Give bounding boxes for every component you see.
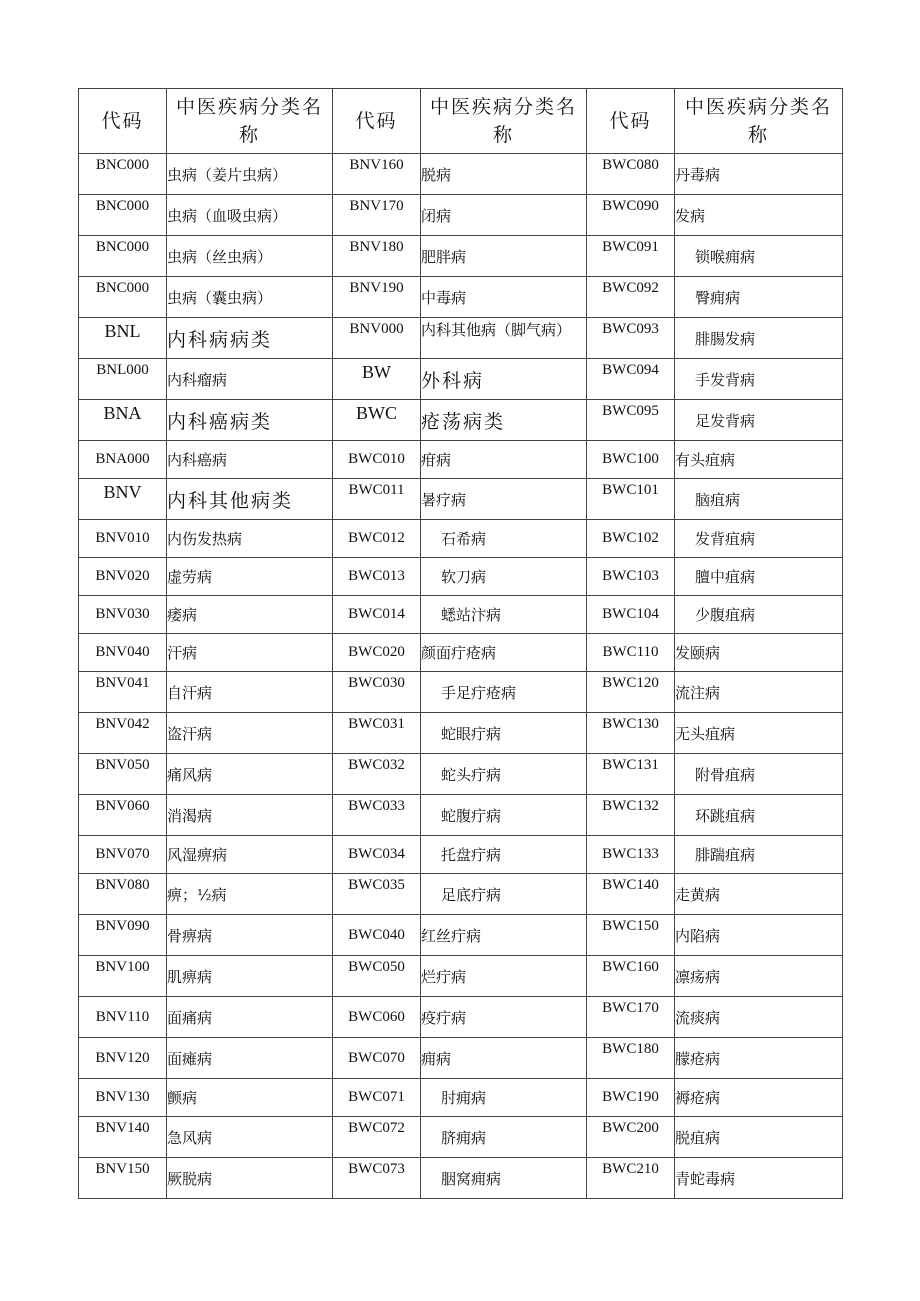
header-code: 代码: [587, 89, 675, 154]
disease-name-cell: 内科癌病类: [167, 400, 333, 441]
table-row: [79, 1117, 843, 1158]
disease-name-cell: 脑疽病: [675, 479, 843, 520]
disease-code-cell: BWC170: [587, 997, 675, 1038]
disease-code-cell: BNV042: [79, 713, 167, 754]
disease-code-cell: BWC140: [587, 874, 675, 915]
disease-name-cell: 有头疽病: [675, 441, 843, 479]
disease-code-cell: BWC034: [333, 836, 421, 874]
disease-classification-table: [78, 88, 843, 1199]
disease-name-cell: 手发背病: [675, 359, 843, 400]
table-row: [79, 836, 843, 874]
disease-code-cell: BWC150: [587, 915, 675, 956]
disease-name-cell: 暑疗病: [421, 479, 587, 520]
disease-code-cell: BWC180: [587, 1038, 675, 1079]
disease-name-cell: 痹；½病: [167, 874, 333, 915]
disease-code-cell: BWC072: [333, 1117, 421, 1158]
disease-name-cell: 脱病: [421, 154, 587, 195]
disease-name-cell: 青蛇毒病: [675, 1158, 843, 1199]
disease-code-cell: BNV140: [79, 1117, 167, 1158]
disease-code-cell: BWC103: [587, 558, 675, 596]
disease-name-cell: 胭窝痈病: [421, 1158, 587, 1199]
disease-name-cell: 凛疡病: [675, 956, 843, 997]
table-row: [79, 1158, 843, 1199]
disease-name-cell: 痈病: [421, 1038, 587, 1079]
disease-name-cell: 腓踹疽病: [675, 836, 843, 874]
disease-code-cell: BWC133: [587, 836, 675, 874]
disease-name-cell: 肥胖病: [421, 236, 587, 277]
disease-code-cell: BWC095: [587, 400, 675, 441]
disease-name-cell: 闭病: [421, 195, 587, 236]
disease-code-cell: BWC200: [587, 1117, 675, 1158]
disease-name-cell: 走黄病: [675, 874, 843, 915]
table-row: [79, 236, 843, 277]
disease-code-cell: BNV060: [79, 795, 167, 836]
disease-code-cell: BNV120: [79, 1038, 167, 1079]
header-name: 中医疾病分类名称: [421, 89, 587, 154]
disease-code-cell: BNV110: [79, 997, 167, 1038]
disease-code-cell: BNV: [79, 479, 167, 520]
disease-code-cell: BNV000: [333, 318, 421, 359]
table-row: [79, 277, 843, 318]
table-row: [79, 441, 843, 479]
disease-name-cell: 风湿痹病: [167, 836, 333, 874]
disease-name-cell: 托盘疔病: [421, 836, 587, 874]
disease-code-cell: BNL: [79, 318, 167, 359]
table-row: [79, 479, 843, 520]
table-row: [79, 1079, 843, 1117]
disease-code-cell: BWC080: [587, 154, 675, 195]
disease-code-cell: BWC093: [587, 318, 675, 359]
disease-code-cell: BWC094: [587, 359, 675, 400]
disease-code-cell: BNV150: [79, 1158, 167, 1199]
disease-name-cell: 厥脱病: [167, 1158, 333, 1199]
disease-code-cell: BWC104: [587, 596, 675, 634]
disease-name-cell: 腓腸发病: [675, 318, 843, 359]
disease-name-cell: 石希病: [421, 520, 587, 558]
disease-code-cell: BWC: [333, 400, 421, 441]
disease-name-cell: 少腹疽病: [675, 596, 843, 634]
disease-code-cell: BNV160: [333, 154, 421, 195]
disease-code-cell: BNV100: [79, 956, 167, 997]
disease-code-cell: BNA000: [79, 441, 167, 479]
disease-code-cell: BWC035: [333, 874, 421, 915]
table-row: [79, 195, 843, 236]
table-row: [79, 997, 843, 1038]
table-row: [79, 634, 843, 672]
disease-code-cell: BWC030: [333, 672, 421, 713]
disease-code-cell: BWC110: [587, 634, 675, 672]
disease-code-cell: BNC000: [79, 195, 167, 236]
disease-name-cell: 内伤发热病: [167, 520, 333, 558]
disease-name-cell: 流注病: [675, 672, 843, 713]
disease-name-cell: 蛇眼疔病: [421, 713, 587, 754]
disease-name-cell: 痛风病: [167, 754, 333, 795]
disease-code-cell: BWC090: [587, 195, 675, 236]
table-row: [79, 915, 843, 956]
disease-name-cell: 手足疔疮病: [421, 672, 587, 713]
disease-name-cell: 盗汗病: [167, 713, 333, 754]
disease-name-cell: 肘痈病: [421, 1079, 587, 1117]
disease-code-cell: BNC000: [79, 277, 167, 318]
disease-code-cell: BNV040: [79, 634, 167, 672]
disease-name-cell: 附骨疽病: [675, 754, 843, 795]
disease-name-cell: 面痛病: [167, 997, 333, 1038]
disease-code-cell: BNV030: [79, 596, 167, 634]
table-row: [79, 1038, 843, 1079]
disease-name-cell: 发病: [675, 195, 843, 236]
disease-code-cell: BWC100: [587, 441, 675, 479]
disease-name-cell: 红丝疔病: [421, 915, 587, 956]
disease-code-cell: BWC050: [333, 956, 421, 997]
disease-name-cell: 自汗病: [167, 672, 333, 713]
disease-code-cell: BWC190: [587, 1079, 675, 1117]
disease-name-cell: 臀痈病: [675, 277, 843, 318]
disease-name-cell: 疫疔病: [421, 997, 587, 1038]
disease-code-cell: BWC071: [333, 1079, 421, 1117]
table-row: [79, 558, 843, 596]
disease-name-cell: 内科其他病（脚气病）: [421, 318, 587, 359]
disease-code-cell: BWC031: [333, 713, 421, 754]
disease-code-cell: BWC011: [333, 479, 421, 520]
disease-code-cell: BWC014: [333, 596, 421, 634]
disease-name-cell: 环跳疽病: [675, 795, 843, 836]
disease-name-cell: 颤病: [167, 1079, 333, 1117]
disease-code-cell: BWC012: [333, 520, 421, 558]
disease-code-cell: BNL000: [79, 359, 167, 400]
header-code: 代码: [79, 89, 167, 154]
table-row: [79, 359, 843, 400]
disease-code-cell: BWC070: [333, 1038, 421, 1079]
disease-name-cell: 虫病（囊虫病）: [167, 277, 333, 318]
disease-code-cell: BNA: [79, 400, 167, 441]
disease-name-cell: 中毒病: [421, 277, 587, 318]
disease-name-cell: 内陷病: [675, 915, 843, 956]
disease-code-cell: BWC073: [333, 1158, 421, 1199]
disease-name-cell: 发背疽病: [675, 520, 843, 558]
disease-code-cell: BNV130: [79, 1079, 167, 1117]
disease-name-cell: 蛇腹疔病: [421, 795, 587, 836]
table-row: [79, 318, 843, 359]
disease-name-cell: 虫病（血吸虫病）: [167, 195, 333, 236]
disease-name-cell: 蟋站汴病: [421, 596, 587, 634]
disease-code-cell: BWC210: [587, 1158, 675, 1199]
disease-code-cell: BWC102: [587, 520, 675, 558]
header-code: 代码: [333, 89, 421, 154]
disease-name-cell: 膻中疽病: [675, 558, 843, 596]
table-row: [79, 400, 843, 441]
disease-name-cell: 骨痹病: [167, 915, 333, 956]
disease-code-cell: BNV070: [79, 836, 167, 874]
disease-name-cell: 内科病病类: [167, 318, 333, 359]
table-row: [79, 596, 843, 634]
disease-code-cell: BWC132: [587, 795, 675, 836]
disease-name-cell: 外科病: [421, 359, 587, 400]
header-name: 中医疾病分类名称: [167, 89, 333, 154]
table-row: [79, 713, 843, 754]
disease-code-cell: BWC013: [333, 558, 421, 596]
table-row: [79, 154, 843, 195]
disease-code-cell: BNV050: [79, 754, 167, 795]
disease-name-cell: 内科其他病类: [167, 479, 333, 520]
disease-code-cell: BWC060: [333, 997, 421, 1038]
disease-name-cell: 褥疮病: [675, 1079, 843, 1117]
disease-code-cell: BWC131: [587, 754, 675, 795]
disease-name-cell: 蛇头疔病: [421, 754, 587, 795]
table-row: [79, 795, 843, 836]
disease-name-cell: 虫病（姜片虫病）: [167, 154, 333, 195]
disease-code-cell: BWC101: [587, 479, 675, 520]
disease-code-cell: BWC032: [333, 754, 421, 795]
disease-name-cell: 朦疮病: [675, 1038, 843, 1079]
disease-code-cell: BWC033: [333, 795, 421, 836]
disease-name-cell: 疮荡病类: [421, 400, 587, 441]
disease-name-cell: 内科癌病: [167, 441, 333, 479]
disease-name-cell: 足底疔病: [421, 874, 587, 915]
disease-code-cell: BNV180: [333, 236, 421, 277]
disease-name-cell: 汗病: [167, 634, 333, 672]
disease-name-cell: 急风病: [167, 1117, 333, 1158]
disease-name-cell: 面瘫病: [167, 1038, 333, 1079]
disease-name-cell: 无头疽病: [675, 713, 843, 754]
disease-code-cell: BWC040: [333, 915, 421, 956]
table-row: [79, 520, 843, 558]
disease-name-cell: 锁喉痈病: [675, 236, 843, 277]
disease-name-cell: 烂疔病: [421, 956, 587, 997]
table-row: [79, 956, 843, 997]
disease-name-cell: 丹毒病: [675, 154, 843, 195]
disease-name-cell: 痿病: [167, 596, 333, 634]
table-row: [79, 754, 843, 795]
disease-name-cell: 内科瘤病: [167, 359, 333, 400]
disease-code-cell: BNV170: [333, 195, 421, 236]
disease-name-cell: 虫病（丝虫病）: [167, 236, 333, 277]
disease-name-cell: 疳病: [421, 441, 587, 479]
disease-code-cell: BNV190: [333, 277, 421, 318]
disease-name-cell: 足发背病: [675, 400, 843, 441]
disease-code-cell: BNV010: [79, 520, 167, 558]
disease-code-cell: BNV090: [79, 915, 167, 956]
table-row: [79, 874, 843, 915]
table-row: [79, 672, 843, 713]
disease-code-cell: BWC130: [587, 713, 675, 754]
disease-code-cell: BW: [333, 359, 421, 400]
disease-name-cell: 流痰病: [675, 997, 843, 1038]
disease-name-cell: 软刀病: [421, 558, 587, 596]
disease-name-cell: 发颐病: [675, 634, 843, 672]
disease-code-cell: BNV020: [79, 558, 167, 596]
disease-name-cell: 消渴病: [167, 795, 333, 836]
disease-code-cell: BWC091: [587, 236, 675, 277]
header-name: 中医疾病分类名称: [675, 89, 843, 154]
disease-code-cell: BNC000: [79, 236, 167, 277]
disease-code-cell: BWC092: [587, 277, 675, 318]
disease-code-cell: BNC000: [79, 154, 167, 195]
disease-name-cell: 肌痹病: [167, 956, 333, 997]
disease-name-cell: 虚劳病: [167, 558, 333, 596]
disease-name-cell: 脐痈病: [421, 1117, 587, 1158]
disease-name-cell: 颜面疔疮病: [421, 634, 587, 672]
disease-code-cell: BNV041: [79, 672, 167, 713]
disease-code-cell: BWC120: [587, 672, 675, 713]
disease-code-cell: BNV080: [79, 874, 167, 915]
disease-name-cell: 脱疽病: [675, 1117, 843, 1158]
header-row: [79, 89, 843, 154]
disease-code-cell: BWC020: [333, 634, 421, 672]
disease-code-cell: BWC160: [587, 956, 675, 997]
disease-code-cell: BWC010: [333, 441, 421, 479]
